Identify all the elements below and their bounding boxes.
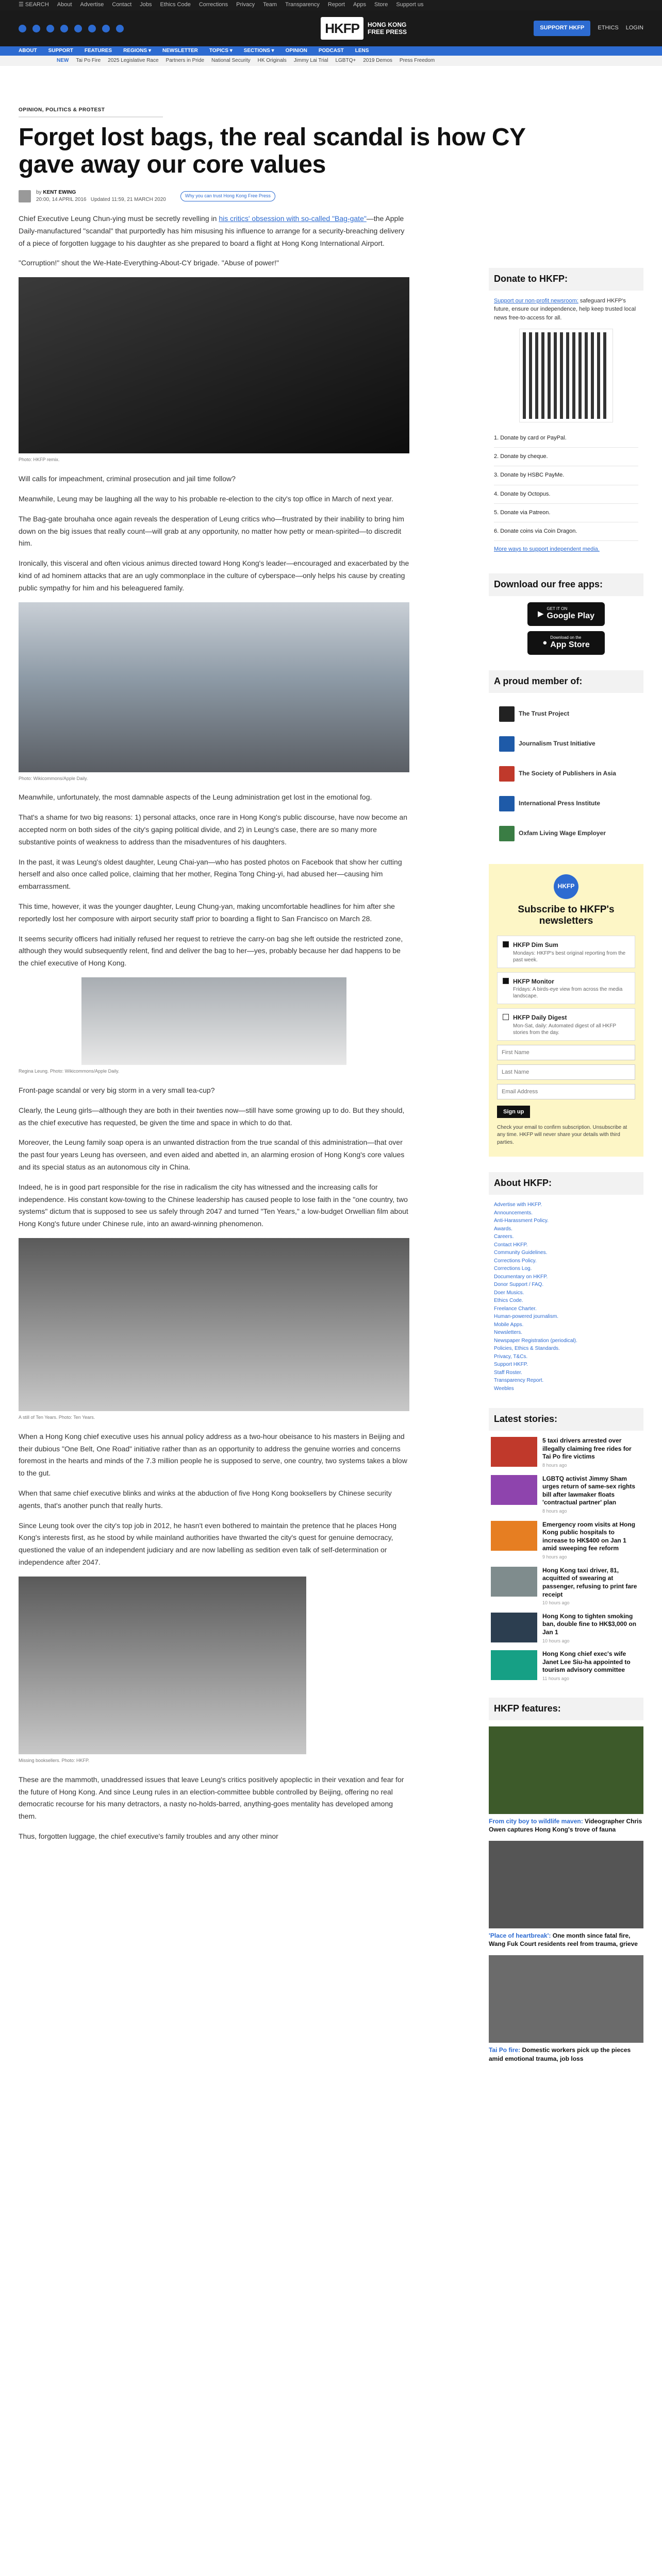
article-image-leung-remix bbox=[19, 277, 409, 453]
site-logo[interactable] bbox=[321, 17, 414, 40]
article-title: Forget lost bags, the real scandal is how CY gave away our core values bbox=[19, 123, 525, 179]
topbar-link[interactable]: Corrections bbox=[198, 2, 228, 8]
paragraph: It seems security officers had initially refused her request to retrieve the carry-on bag she left outside the restricted zone, although they would subsequently relent, find and deliver the bag to her—yes, probably because her dad happens to be the chief executive of Hong Kong. bbox=[19, 934, 403, 968]
trending-new-label: NEW bbox=[57, 58, 69, 64]
about-link[interactable]: Corrections Log. bbox=[494, 1266, 532, 1272]
google-play-icon: ▶ bbox=[537, 609, 544, 618]
newsletter-logo: HKFP bbox=[554, 874, 578, 899]
article-category[interactable]: OPINION, POLITICS & PROTEST bbox=[19, 106, 163, 117]
about-link[interactable]: Community Guidelines. bbox=[494, 1250, 548, 1256]
nav-item[interactable]: OPINION bbox=[285, 48, 307, 54]
paragraph: These are the mammoth, unaddressed issues that leave Leung's critics positively apoplectic in their vexation and fear for the future of Hong Kong. And since Leung rules in an election-committee bubble controlled by Beijing, offering no real democratic recourse for his many detractors, a nasty no-holds-barred, anything-goes mentality has developed among them. bbox=[19, 1775, 404, 1821]
story-time: 8 hours ago bbox=[542, 1509, 567, 1514]
newsletter-name: HKFP Monitor bbox=[513, 977, 554, 985]
trending-bar bbox=[0, 56, 662, 66]
feature-accent: From city boy to wildlife maven: bbox=[489, 1817, 583, 1825]
paragraph: When a Hong Kong chief executive uses his annual policy address as a two-hour obeisance to his masters in Beijing and their dubious "One Belt, One Road" initiative rather than as an opportunity to address the genuine worries and concerns foremost in the hearts and minds of the 7.3 million people he is supposed to serve, one country, two systems takes a blow to the gut. bbox=[19, 1432, 407, 1478]
youtube-icon[interactable] bbox=[60, 25, 68, 32]
story-title[interactable]: 5 taxi drivers arrested over illegally claiming free rides for Tai Po fire victims 8 hours ago bbox=[542, 1437, 641, 1468]
trending-link[interactable]: 2019 Demos bbox=[363, 58, 392, 64]
topbar-link[interactable]: Advertise bbox=[80, 2, 104, 8]
paragraph: Will calls for impeachment, criminal prosecution and jail time follow? bbox=[19, 474, 236, 483]
story-title[interactable]: Emergency room visits at Hong Kong public hospitals to increase to HK$400 on Jan 1 amid sweeping fee reform 9 hours ago bbox=[542, 1521, 641, 1561]
topbar-link[interactable]: Ethics Code bbox=[160, 2, 191, 8]
support-hkfp-button[interactable]: SUPPORT HKFP bbox=[534, 21, 590, 36]
topbar-link[interactable]: Contact bbox=[112, 2, 132, 8]
feature-accent: 'Place of heartbreak': bbox=[489, 1932, 551, 1940]
latest-story[interactable] bbox=[489, 1613, 643, 1644]
story-thumbnail[interactable] bbox=[491, 1650, 537, 1680]
about-link[interactable]: Careers. bbox=[494, 1234, 514, 1240]
topbar-link[interactable]: ☰ SEARCH bbox=[19, 2, 49, 8]
story-time: 11 hours ago bbox=[542, 1676, 569, 1682]
topbar-link[interactable]: Apps bbox=[353, 2, 367, 8]
telegram-icon[interactable] bbox=[74, 25, 82, 32]
newsletter-name: HKFP Dim Sum bbox=[513, 941, 558, 949]
story-thumbnail[interactable] bbox=[491, 1475, 537, 1505]
member-name: The Trust Project bbox=[519, 710, 570, 718]
feature-title[interactable]: 'Place of heartbreak': One month since fatal fire, Wang Fuk Court residents reel from trauma, grieve bbox=[489, 1932, 638, 1948]
article-image-ten-years bbox=[19, 1238, 409, 1411]
linkedin-icon[interactable] bbox=[116, 25, 124, 32]
feature-title[interactable]: Tai Po fire: Domestic workers pick up the pieces amid emotional trauma, job loss bbox=[489, 2046, 631, 2062]
story-thumbnail[interactable] bbox=[491, 1567, 537, 1597]
apple-icon: ● bbox=[542, 638, 548, 647]
member-name: International Press Institute bbox=[519, 800, 601, 807]
image-caption: Regina Leung. Photo: Wikicommons/Apple Daily. bbox=[19, 1069, 120, 1074]
article-body bbox=[19, 213, 409, 1851]
newsletter-widget bbox=[489, 864, 643, 1157]
about-title: About HKFP: bbox=[489, 1172, 643, 1195]
rss-icon[interactable] bbox=[88, 25, 96, 32]
paragraph: Clearly, the Leung girls—although they are both in their twenties now—still have some growing up to do. But they should, as the chief executive has requested, be given the time and space in which to do that. bbox=[19, 1106, 405, 1127]
newsletter-title: Subscribe to HKFP's newsletters bbox=[518, 904, 615, 927]
facebook-icon[interactable] bbox=[19, 25, 26, 32]
author-name[interactable]: KENT EWING bbox=[43, 190, 76, 195]
trending-link[interactable]: HK Originals bbox=[257, 58, 287, 64]
story-time: 9 hours ago bbox=[542, 1554, 567, 1560]
paragraph: When that same chief executive blinks and winks at the abduction of five Hong Kong booksellers by Chinese security agents, that's another punch that really hurts. bbox=[19, 1489, 392, 1510]
email-input[interactable] bbox=[497, 1084, 635, 1099]
trending-link[interactable]: 2025 Legislative Race bbox=[108, 58, 159, 64]
latest-title: Latest stories: bbox=[489, 1408, 643, 1431]
member-logo[interactable] bbox=[489, 729, 643, 759]
sign-up-button[interactable]: Sign up bbox=[497, 1106, 530, 1118]
newsletter-checkbox[interactable] bbox=[503, 941, 509, 947]
trending-link[interactable]: Partners in Pride bbox=[166, 58, 205, 64]
story-time: 10 hours ago bbox=[542, 1638, 570, 1643]
about-link[interactable]: Weebles bbox=[494, 1385, 514, 1392]
story-thumbnail[interactable] bbox=[491, 1613, 537, 1642]
about-link[interactable]: Human-powered journalism. bbox=[494, 1314, 559, 1320]
latest-story[interactable] bbox=[489, 1437, 643, 1468]
donate-link[interactable]: Support our non-profit newsroom: bbox=[494, 297, 578, 304]
image-caption: Photo: HKFP remix. bbox=[19, 457, 60, 463]
paragraph: In the past, it was Leung's oldest daughter, Leung Chai-yan—who has posted photos on Facebook that show her cutting herself and also once called police, claiming that her mother, Regina Tong Ching-yi, had abused her—causing him embarrassment. bbox=[19, 857, 402, 891]
article-image-missing-booksellers bbox=[19, 1577, 306, 1754]
first-name-input[interactable] bbox=[497, 1045, 635, 1060]
updated-date: Updated 11:59, 21 MARCH 2020 bbox=[90, 197, 166, 202]
about-link[interactable]: Ethics Code. bbox=[494, 1298, 523, 1304]
donate-option[interactable]: 2. Donate by cheque. bbox=[494, 448, 638, 466]
newsletter-desc: Mon-Sat, daily: Automated digest of all HKFP stories from the day. bbox=[513, 1023, 616, 1036]
features-widget bbox=[489, 1698, 643, 2063]
paragraph: Thus, forgotten luggage, the chief executive's family troubles and any other minor bbox=[19, 1832, 278, 1840]
donate-option[interactable]: 1. Donate by card or PayPal. bbox=[494, 429, 638, 448]
topbar-link[interactable]: Jobs bbox=[140, 2, 152, 8]
paragraph: Meanwhile, unfortunately, the most damnable aspects of the Leung administration get lost in the emotional fog. bbox=[19, 793, 372, 802]
about-link[interactable]: Transparency Report. bbox=[494, 1378, 544, 1384]
paragraph: The Bag-gate brouhaha once again reveals the desperation of Leung critics who—frustrated by their inability to bring him down on the big issues that really count—will grab at any opportunity, no matter how petty or mean-spirited—to discredit him. bbox=[19, 514, 404, 548]
trending-link[interactable]: Jimmy Lai Trial bbox=[293, 58, 328, 64]
paragraph: Meanwhile, Leung may be laughing all the way to his probable re-election to the city's top office in March of next year. bbox=[19, 494, 393, 503]
member-name: Journalism Trust Initiative bbox=[519, 740, 595, 748]
story-thumbnail[interactable] bbox=[491, 1521, 537, 1551]
image-caption: Photo: Wikicommons/Apple Daily. bbox=[19, 775, 88, 781]
donate-description: Support our non-profit newsroom: safeguard HKFP's future, ensure our independence, help keep trusted local news free-to-access for all. bbox=[494, 297, 636, 321]
paragraph: Moreover, the Leung family soap opera is an unwanted distraction from the true scandal of this administration—that over the past four years Leung has overseen, and even aided and abetted in, an alarming erosion of Hong Kong's core values and its special status as an autonomous city in China. bbox=[19, 1138, 405, 1171]
logo-text: HONG KONG FREE PRESS bbox=[368, 21, 407, 36]
twitter-icon[interactable] bbox=[32, 25, 40, 32]
article-image-airport-family bbox=[19, 602, 409, 772]
paragraph: This time, however, it was the younger daughter, Leung Chung-yan, making uncomfortable headlines for him after she reportedly lost her composure with airport security staff prior to boarding a flight to San Francisco on March 28. bbox=[19, 902, 395, 923]
main-navigation bbox=[0, 46, 662, 56]
topbar-link[interactable]: Transparency bbox=[285, 2, 320, 8]
image-caption: A still of Ten Years. Photo: Ten Years. bbox=[19, 1414, 95, 1420]
donate-options bbox=[489, 429, 643, 540]
story-time: 10 hours ago bbox=[542, 1600, 570, 1606]
story-thumbnail[interactable] bbox=[491, 1437, 537, 1467]
latest-story[interactable] bbox=[489, 1567, 643, 1606]
about-link[interactable]: Documentary on HKFP. bbox=[494, 1274, 548, 1280]
nav-item[interactable]: TOPICS ▾ bbox=[209, 48, 233, 54]
feature-image[interactable] bbox=[489, 1841, 643, 1928]
story-title[interactable]: Hong Kong to tighten smoking ban, double fine to HK$3,000 on Jan 1 10 hours ago bbox=[542, 1613, 641, 1644]
social-links bbox=[19, 25, 124, 32]
sidebar bbox=[489, 268, 643, 2078]
article-image-regina-leung bbox=[81, 977, 346, 1065]
apps-title: Download our free apps: bbox=[489, 573, 643, 596]
about-link[interactable]: Newspaper Registration (periodical). bbox=[494, 1337, 577, 1344]
topbar-link[interactable]: Support us bbox=[396, 2, 424, 8]
login-link[interactable]: LOGIN bbox=[625, 25, 643, 31]
donate-option[interactable]: 6. Donate coins via Coin Dragon. bbox=[494, 522, 638, 541]
about-link[interactable]: Freelance Charter. bbox=[494, 1306, 537, 1312]
member-logo-icon bbox=[499, 706, 515, 722]
donate-option[interactable]: 3. Donate by HSBC PayMe. bbox=[494, 466, 638, 485]
about-link[interactable]: Awards. bbox=[494, 1226, 512, 1232]
google-play-button[interactable]: ▶ GET IT ON Google Play bbox=[527, 602, 605, 626]
about-link[interactable]: Anti-Harassment Policy. bbox=[494, 1218, 549, 1224]
ethics-link[interactable]: ETHICS bbox=[598, 25, 619, 31]
top-utility-bar bbox=[0, 0, 662, 10]
feature-image[interactable] bbox=[489, 1955, 643, 2043]
topbar-link[interactable]: Team bbox=[263, 2, 277, 8]
donate-option[interactable]: 4. Donate by Octopus. bbox=[494, 485, 638, 504]
about-link[interactable]: Newsletters. bbox=[494, 1330, 523, 1336]
more-ways-link[interactable]: More ways to support independent media. bbox=[494, 546, 600, 552]
last-name-input[interactable] bbox=[497, 1064, 635, 1080]
member-logo-icon bbox=[499, 796, 515, 811]
feature-image[interactable] bbox=[489, 1726, 643, 1814]
member-logo[interactable] bbox=[489, 789, 643, 819]
about-link[interactable]: Announcements. bbox=[494, 1210, 533, 1216]
story-title[interactable]: Hong Kong taxi driver, 81, acquitted of swearing at passenger, refusing to print fare receipt 10 hours ago bbox=[542, 1567, 641, 1606]
newsletter-checkbox[interactable] bbox=[503, 1014, 509, 1020]
newsletter-name: HKFP Daily Digest bbox=[513, 1014, 567, 1022]
newsletter-checkbox[interactable] bbox=[503, 978, 509, 984]
nav-item[interactable]: LENS bbox=[355, 48, 369, 54]
image-caption: Missing booksellers. Photo: HKFP. bbox=[19, 1757, 90, 1763]
apps-widget bbox=[489, 573, 643, 655]
nav-item[interactable]: SECTIONS ▾ bbox=[243, 48, 274, 54]
paragraph: Since Leung took over the city's top job in 2012, he hasn't even bothered to maintain the pretence that he places Hong Kong's interests first, as he stood by while mainland authorities have thwarted the city's quest for genuine democracy, questioned the value of an independent judiciary and are now labelling as sedition even talk of self-determination or independence after 2047. bbox=[19, 1521, 397, 1567]
newsletter-note: Check your email to confirm subscription. Unsubscribe at any time. HKFP will never share your details with third parties. bbox=[497, 1124, 627, 1145]
membership-widget bbox=[489, 670, 643, 849]
newsletter-desc: Mondays: HKFP's best original reporting from the past week. bbox=[513, 950, 626, 963]
paragraph: Chief Executive Leung Chun-ying must be secretly revelling in his critics' obsession with so-called "Bag-gate"—the Apple Daily-manufactured "scandal" that purportedly has him misusing his influence to arrange for a security-breaching delivery of a piece of forgotten luggage to his daughter as she prepared to board a flight at Hong Kong International Airport. bbox=[19, 214, 405, 247]
about-link[interactable]: Mobile Apps. bbox=[494, 1321, 524, 1328]
member-logo[interactable] bbox=[489, 819, 643, 849]
story-title[interactable]: LGBTQ activist Jimmy Sham urges return of same-sex rights bill after lawmaker floats 'contractual partner' plan 8 hours ago bbox=[542, 1475, 641, 1515]
about-link[interactable]: Privacy, T&Cs. bbox=[494, 1353, 528, 1360]
member-name: Oxfam Living Wage Employer bbox=[519, 829, 606, 837]
paragraph: Indeed, he is in good part responsible for the rise in radicalism the city has witnessed and the increasing calls for independence. His constant kow-towing to the Chinese leadership has caused people to lose faith in the "one country, two systems" dictum that is supposed to see us safely through 2047 and turned "Ten Years," a low-budget Orwellian film about Hong Kong's future under Chinese rule, into an award-winning phenomenon. bbox=[19, 1182, 408, 1228]
member-logo-icon bbox=[499, 826, 515, 841]
nav-item[interactable]: SUPPORT bbox=[48, 48, 73, 54]
story-time: 8 hours ago bbox=[542, 1462, 567, 1468]
membership-title: A proud member of: bbox=[489, 670, 643, 693]
about-link[interactable]: Staff Roster. bbox=[494, 1369, 522, 1376]
donate-title: Donate to HKFP: bbox=[489, 268, 643, 291]
member-name: The Society of Publishers in Asia bbox=[519, 770, 616, 777]
about-link[interactable]: Corrections Policy. bbox=[494, 1258, 537, 1264]
donate-widget bbox=[489, 268, 643, 558]
author-avatar bbox=[19, 190, 31, 202]
newsletter-desc: Fridays: A birds-eye view from across the media landscape. bbox=[513, 987, 623, 999]
app-store-button[interactable]: ● Download on the App Store bbox=[527, 631, 605, 655]
newsletter-option[interactable] bbox=[497, 1008, 635, 1041]
member-logo[interactable] bbox=[489, 699, 643, 729]
trust-link[interactable]: Why you can trust Hong Kong Free Press bbox=[180, 191, 275, 201]
email-icon[interactable] bbox=[102, 25, 110, 32]
instagram-icon[interactable] bbox=[46, 25, 54, 32]
trending-link[interactable]: Tai Po Fire bbox=[76, 58, 101, 64]
features-title: HKFP features: bbox=[489, 1698, 643, 1720]
nav-item[interactable]: REGIONS ▾ bbox=[123, 48, 151, 54]
donate-option[interactable]: 5. Donate via Patreon. bbox=[494, 504, 638, 522]
about-link[interactable]: Donor Support / FAQ. bbox=[494, 1282, 544, 1288]
paragraph: Ironically, this visceral and often vicious animus directed toward Hong Kong's leader—encouraged and exacerbated by the kind of ad hominem attacks that are an ugly commonplace in the culture of cyberspace—only helps his cause by creating public sympathy for him and his beleaguered family. bbox=[19, 559, 409, 592]
latest-story[interactable] bbox=[489, 1650, 643, 1682]
member-logo[interactable] bbox=[489, 759, 643, 789]
about-link[interactable]: Contact HKFP. bbox=[494, 1242, 528, 1248]
critics-obsession-link[interactable]: his critics' obsession with so-called "Bag-gate" bbox=[219, 214, 367, 223]
donate-qr-code bbox=[520, 329, 613, 422]
paragraph: "Corruption!" shout the We-Hate-Everything-About-CY brigade. "Abuse of power!" bbox=[19, 259, 279, 267]
feature-title[interactable]: From city boy to wildlife maven: Videographer Chris Owen captures Hong Kong's trove of fauna bbox=[489, 1817, 642, 1833]
paragraph: Front-page scandal or very big storm in a very small tea-cup? bbox=[19, 1086, 215, 1094]
nav-item[interactable]: PODCAST bbox=[318, 48, 344, 54]
newsletter-option[interactable] bbox=[497, 972, 635, 1005]
story-title[interactable]: Hong Kong chief exec's wife Janet Lee Siu-ha appointed to tourism advisory committee 11 hours ago bbox=[542, 1650, 641, 1682]
member-logo-icon bbox=[499, 766, 515, 782]
nav-item[interactable]: ABOUT bbox=[19, 48, 37, 54]
about-link[interactable]: Policies, Ethics & Standards. bbox=[494, 1346, 560, 1352]
by-prefix: by bbox=[36, 190, 43, 195]
masthead bbox=[0, 10, 662, 46]
byline bbox=[19, 189, 643, 204]
nav-item[interactable]: NEWSLETTER bbox=[162, 48, 198, 54]
about-link[interactable]: Support HKFP. bbox=[494, 1362, 528, 1368]
about-widget bbox=[489, 1172, 643, 1393]
about-link[interactable]: Doer Musics. bbox=[494, 1290, 524, 1296]
logo-mark: HKFP bbox=[321, 17, 363, 40]
trending-link[interactable]: National Security bbox=[211, 58, 251, 64]
publish-date: 20:00, 14 APRIL 2016 bbox=[36, 197, 87, 202]
trending-link[interactable]: LGBTQ+ bbox=[335, 58, 356, 64]
trending-link[interactable]: Press Freedom bbox=[399, 58, 435, 64]
topbar-link[interactable]: Store bbox=[374, 2, 388, 8]
feature-accent: Tai Po fire: bbox=[489, 2046, 521, 2054]
newsletter-option[interactable] bbox=[497, 936, 635, 968]
latest-story[interactable] bbox=[489, 1475, 643, 1515]
about-link[interactable]: Advertise with HKFP. bbox=[494, 1202, 542, 1208]
paragraph: That's a shame for two big reasons: 1) personal attacks, once rare in Hong Kong's public discourse, have now become an accepted norm on both sides of the city's gaping political divide, and 2) in Leung's case, there are so many more substantive points of weakness to address than the misadventures of his daughters. bbox=[19, 813, 407, 846]
latest-stories-widget bbox=[489, 1408, 643, 1682]
topbar-link[interactable]: Report bbox=[327, 2, 345, 8]
latest-story[interactable] bbox=[489, 1521, 643, 1561]
topbar-link[interactable]: About bbox=[57, 2, 72, 8]
topbar-link[interactable]: Privacy bbox=[236, 2, 255, 8]
member-logo-icon bbox=[499, 736, 515, 752]
nav-item[interactable]: FEATURES bbox=[84, 48, 112, 54]
